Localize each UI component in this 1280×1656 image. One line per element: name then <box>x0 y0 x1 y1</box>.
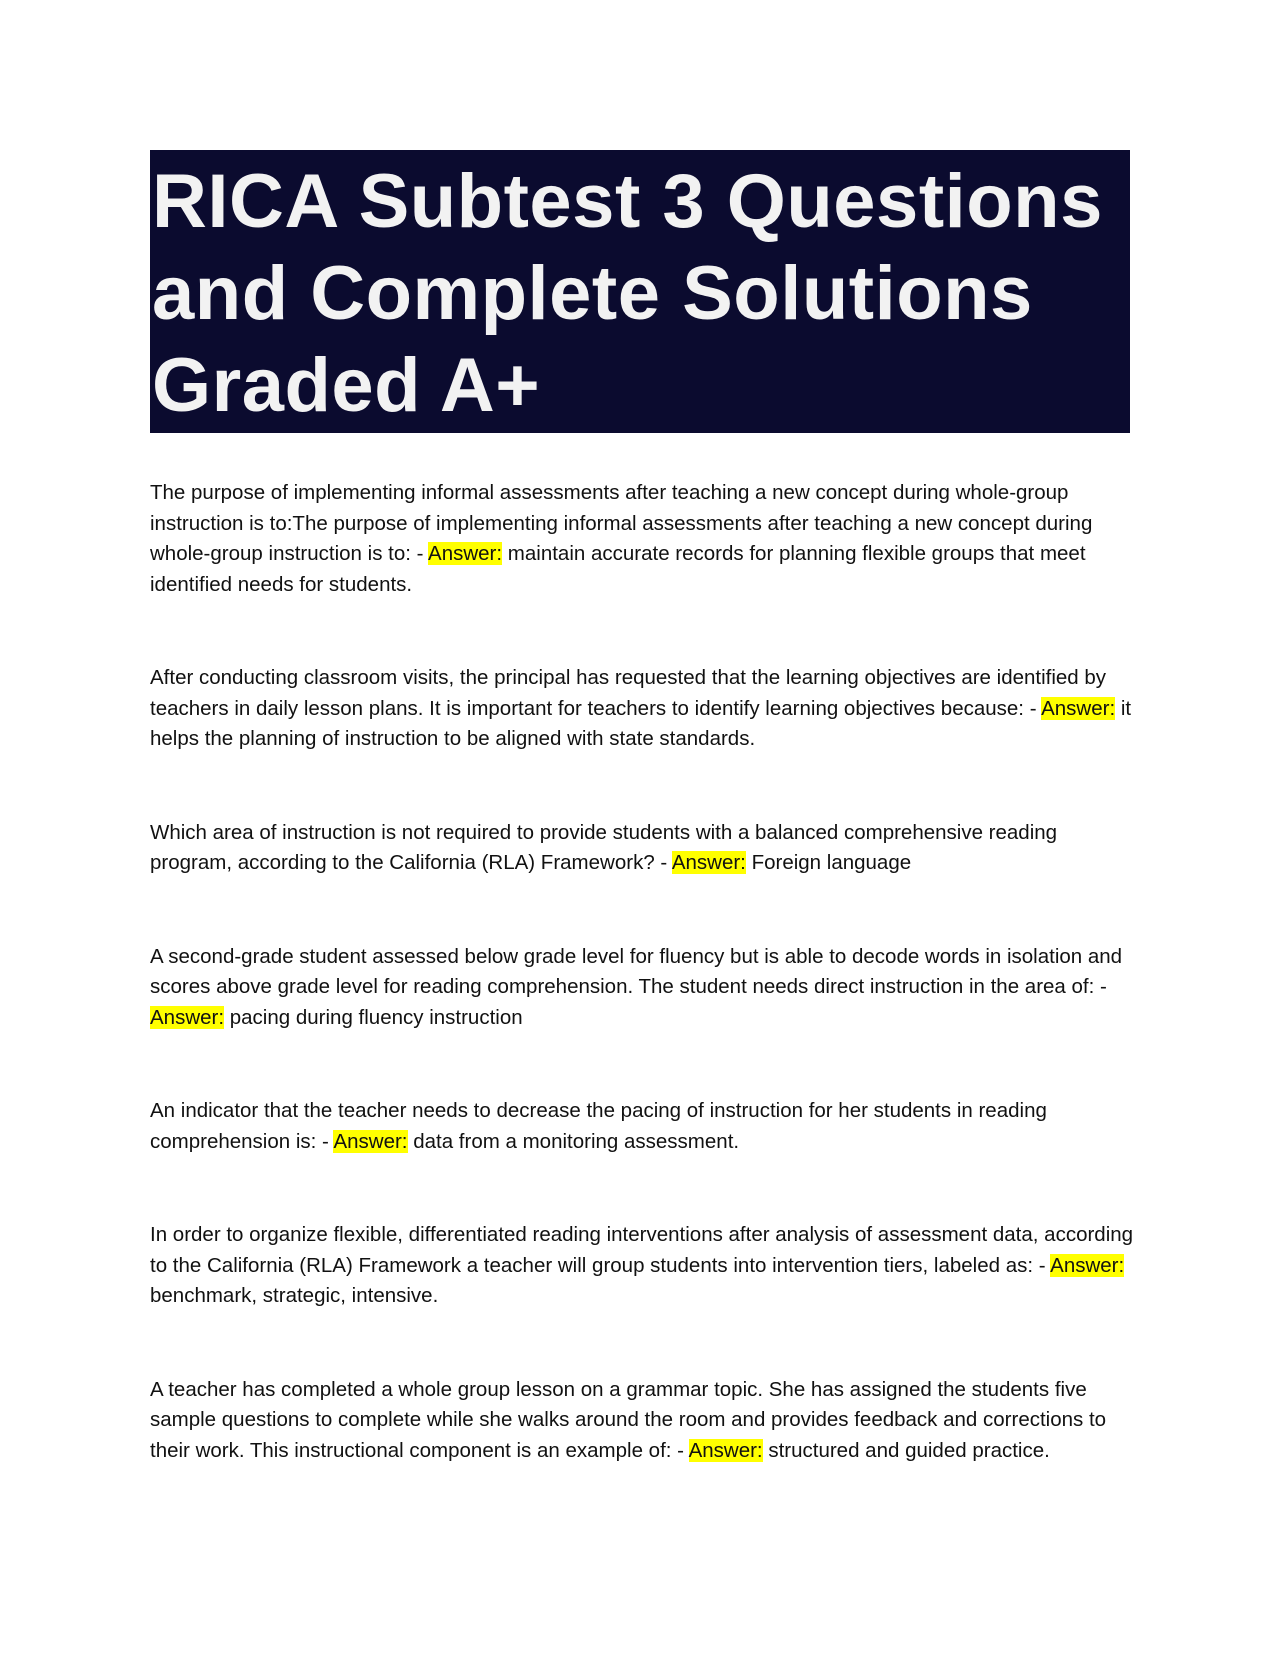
answer-text: maintain accurate records for planning flexible groups that meet identified needs for students. <box>150 542 1086 596</box>
question-text: The purpose of implementing informal assessments after teaching a new concept during whole-group instruction is to:The purpose of implementing informal assessments after teaching a new concept during whole-group instruction is to: - <box>150 481 1093 565</box>
question-text: A teacher has completed a whole group lesson on a grammar topic. She has assigned the students five sample questions to complete while she walks around the room and provides feedback and corrections to their work. This instructional component is an example of: - <box>150 1377 1107 1462</box>
answer-text: data from a monitoring assessment. <box>407 1129 740 1153</box>
qa-item-5 <box>150 1096 1135 1157</box>
answer-text: pacing during fluency instruction <box>224 1005 523 1029</box>
qa-item-4 <box>150 942 1135 1034</box>
answer-label: Answer: <box>1050 1253 1125 1277</box>
question-text: A second-grade student assessed below grade level for fluency but is able to decode words in isolation and scores above grade level for reading comprehension. The student needs direct instruction in the area of: - <box>150 944 1123 998</box>
answer-text: it helps the planning of instruction to be aligned with state standards. <box>150 696 1132 750</box>
qa-item-1 <box>150 478 1135 600</box>
qa-item-3 <box>150 818 1135 879</box>
answer-label: Answer: <box>671 851 746 874</box>
answer-text: benchmark, strategic, intensive. <box>150 1284 439 1307</box>
answer-label: Answer: <box>150 1005 225 1029</box>
answer-label: Answer: <box>688 1438 763 1462</box>
qa-item-6 <box>150 1220 1135 1312</box>
answer-text: structured and guided practice. <box>762 1438 1050 1462</box>
question-text: An indicator that the teacher needs to decrease the pacing of instruction for her students in reading comprehension is: - <box>150 1099 1047 1153</box>
title-banner <box>150 150 1130 433</box>
answer-label: Answer: <box>333 1129 408 1153</box>
qa-list <box>150 478 1135 1529</box>
answer-text: Foreign language <box>745 851 912 874</box>
qa-item-2 <box>150 663 1135 755</box>
answer-label: Answer: <box>1041 696 1116 720</box>
question-text: After conducting classroom visits, the principal has requested that the learning objectives are identified by teachers in daily lesson plans. It is important for teachers to identify learning objectives because: - <box>150 666 1107 720</box>
question-text: In order to organize flexible, differentiated reading interventions after analysis of assessment data, according to the California (RLA) Framework a teacher will group students into intervention tiers, labeled as: - <box>150 1223 1134 1277</box>
document-title: RICA Subtest 3 Questions and Complete Solutions Graded A+ <box>152 159 1103 428</box>
answer-label: Answer: <box>428 542 503 565</box>
question-text: Which area of instruction is not required to provide students with a balanced comprehensive reading program, according to the California (RLA) Framework? - <box>150 820 1058 874</box>
qa-item-7 <box>150 1375 1135 1467</box>
